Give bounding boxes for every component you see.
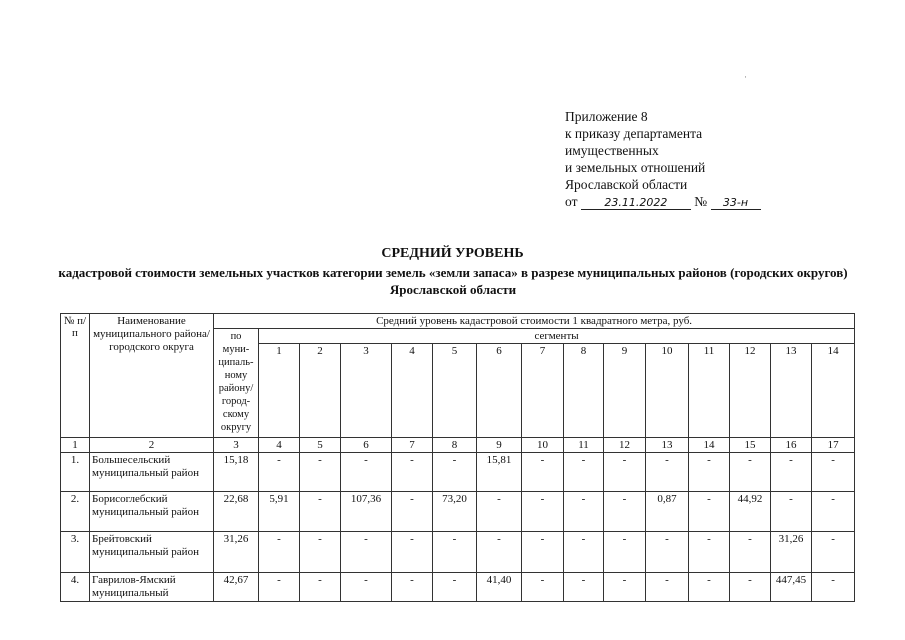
column-number: 15 xyxy=(730,438,771,453)
segment-number: 13 xyxy=(771,344,812,438)
segment-value: - xyxy=(477,492,522,532)
cadastral-value-table xyxy=(60,313,855,602)
segment-number: 7 xyxy=(522,344,564,438)
segment-value: 31,26 xyxy=(771,532,812,573)
segment-value: - xyxy=(604,573,646,602)
district-name: Большесельский муниципальный район xyxy=(90,453,214,492)
segment-number: 3 xyxy=(341,344,392,438)
table-row xyxy=(61,453,855,492)
number-prefix: № xyxy=(694,194,708,209)
segment-value: - xyxy=(646,573,689,602)
segment-value: - xyxy=(812,532,855,573)
appendix-line: Ярославской области xyxy=(565,177,688,192)
segment-value: - xyxy=(689,453,730,492)
segment-value: - xyxy=(689,532,730,573)
segment-value: 0,87 xyxy=(646,492,689,532)
segment-value: - xyxy=(300,573,341,602)
segment-value: - xyxy=(812,492,855,532)
segment-value: - xyxy=(522,573,564,602)
scan-mark: · xyxy=(744,72,747,82)
appendix-line: к приказу департамента xyxy=(565,126,703,141)
table-row xyxy=(61,492,855,532)
segment-value: - xyxy=(771,492,812,532)
segment-value: - xyxy=(259,453,300,492)
segment-number: 12 xyxy=(730,344,771,438)
segment-value: - xyxy=(433,453,477,492)
district-name: Гаврилов-Ямский муниципальный xyxy=(90,573,214,602)
segment-number: 9 xyxy=(604,344,646,438)
segment-value: - xyxy=(477,532,522,573)
segment-value: - xyxy=(522,492,564,532)
segment-number: 5 xyxy=(433,344,477,438)
document-title: СРЕДНИЙ УРОВЕНЬ xyxy=(381,246,524,261)
segment-value: - xyxy=(564,453,604,492)
segment-value: - xyxy=(392,573,433,602)
segment-value: - xyxy=(522,532,564,573)
handwritten-date: 23.11.2022 xyxy=(581,196,691,210)
column-number: 7 xyxy=(392,438,433,453)
segment-value: - xyxy=(341,573,392,602)
column-number: 3 xyxy=(214,438,259,453)
column-number: 4 xyxy=(259,438,300,453)
handwritten-number: 33-н xyxy=(711,196,761,210)
segment-value: - xyxy=(522,453,564,492)
segment-number: 4 xyxy=(392,344,433,438)
column-number: 11 xyxy=(564,438,604,453)
segment-value: - xyxy=(604,453,646,492)
segment-value: - xyxy=(259,532,300,573)
segment-value: 44,92 xyxy=(730,492,771,532)
row-number: 1. xyxy=(61,453,90,492)
header-number: № п/п xyxy=(61,314,90,438)
header-average-level: Средний уровень кадастровой стоимости 1 квадратного метра, руб. xyxy=(214,314,855,329)
column-number: 16 xyxy=(771,438,812,453)
row-number: 4. xyxy=(61,573,90,602)
segment-value: - xyxy=(646,453,689,492)
district-total-value: 22,68 xyxy=(214,492,259,532)
district-total-value: 42,67 xyxy=(214,573,259,602)
column-number: 6 xyxy=(341,438,392,453)
segment-value: - xyxy=(730,532,771,573)
segment-value: 73,20 xyxy=(433,492,477,532)
segment-value: 41,40 xyxy=(477,573,522,602)
segment-number: 14 xyxy=(812,344,855,438)
segment-value: - xyxy=(392,532,433,573)
segment-value: - xyxy=(646,532,689,573)
document-subtitle: кадастровой стоимости земельных участков категории земель «земли запаса» в разрезе муниципальных районов (городских округов) Ярославской области xyxy=(58,265,848,297)
appendix-date-line xyxy=(565,193,761,210)
segment-value: - xyxy=(392,492,433,532)
segment-value: - xyxy=(433,573,477,602)
segment-value: - xyxy=(604,532,646,573)
column-number: 9 xyxy=(477,438,522,453)
district-name: Брейтовский муниципальный район xyxy=(90,532,214,573)
segment-number: 6 xyxy=(477,344,522,438)
district-total-value: 31,26 xyxy=(214,532,259,573)
column-number: 14 xyxy=(689,438,730,453)
segment-value: - xyxy=(564,573,604,602)
segment-value: 447,45 xyxy=(771,573,812,602)
appendix-block xyxy=(565,108,761,210)
table-row xyxy=(61,532,855,573)
table-row xyxy=(61,573,855,602)
column-number: 2 xyxy=(90,438,214,453)
column-number: 5 xyxy=(300,438,341,453)
segment-value: - xyxy=(341,532,392,573)
segment-value: - xyxy=(259,573,300,602)
segment-value: - xyxy=(564,532,604,573)
appendix-line: и земельных отношений xyxy=(565,160,706,175)
column-number: 12 xyxy=(604,438,646,453)
segment-number: 11 xyxy=(689,344,730,438)
column-number: 17 xyxy=(812,438,855,453)
segment-value: - xyxy=(730,573,771,602)
segment-value: - xyxy=(604,492,646,532)
header-district-total: по муни-ципаль-ному району/ город-скому округу xyxy=(214,329,259,438)
district-name: Борисоглебский муниципальный район xyxy=(90,492,214,532)
district-total-value: 15,18 xyxy=(214,453,259,492)
table-body xyxy=(61,453,855,602)
column-number: 10 xyxy=(522,438,564,453)
segment-value: - xyxy=(341,453,392,492)
segment-number: 10 xyxy=(646,344,689,438)
segment-value: 15,81 xyxy=(477,453,522,492)
row-number: 2. xyxy=(61,492,90,532)
date-prefix: от xyxy=(565,194,578,209)
segment-number: 8 xyxy=(564,344,604,438)
segment-value: 107,36 xyxy=(341,492,392,532)
header-name: Наименование муниципального района/ городского округа xyxy=(90,314,214,438)
appendix-line: имущественных xyxy=(565,143,659,158)
row-number: 3. xyxy=(61,532,90,573)
segment-value: - xyxy=(730,453,771,492)
appendix-line: Приложение 8 xyxy=(565,109,648,124)
segment-value: - xyxy=(300,453,341,492)
header-segments: сегменты xyxy=(259,329,855,344)
segment-value: - xyxy=(689,573,730,602)
segment-number: 1 xyxy=(259,344,300,438)
segment-value: - xyxy=(564,492,604,532)
segment-value: 5,91 xyxy=(259,492,300,532)
segment-value: - xyxy=(300,492,341,532)
segment-value: - xyxy=(771,453,812,492)
segment-value: - xyxy=(812,453,855,492)
column-number: 8 xyxy=(433,438,477,453)
segment-value: - xyxy=(812,573,855,602)
segment-value: - xyxy=(433,532,477,573)
segment-number: 2 xyxy=(300,344,341,438)
segment-value: - xyxy=(392,453,433,492)
column-number-row xyxy=(61,438,855,453)
segment-value: - xyxy=(300,532,341,573)
column-number: 1 xyxy=(61,438,90,453)
column-number: 13 xyxy=(646,438,689,453)
segment-value: - xyxy=(689,492,730,532)
